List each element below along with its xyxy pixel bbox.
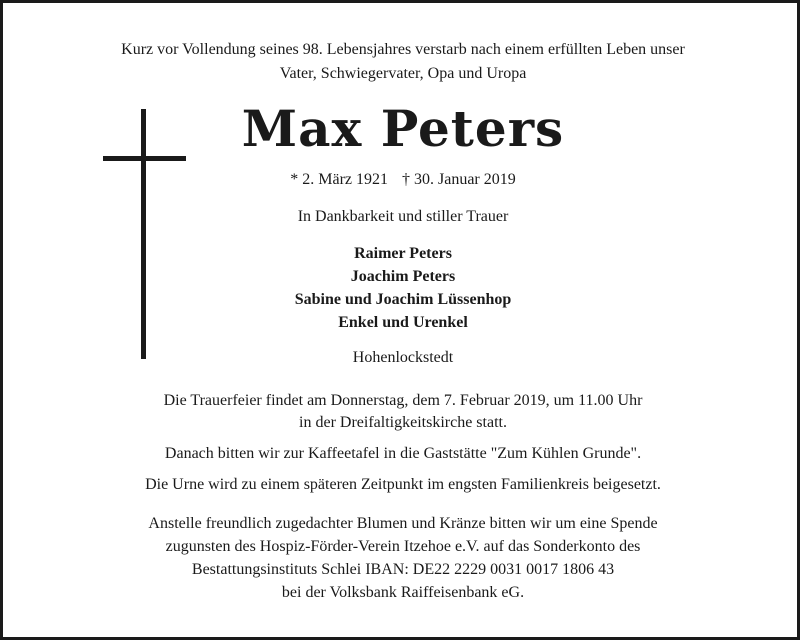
intro-line-1: Kurz vor Vollendung seines 98. Lebensjahres verstarb nach einem erfüllten Leben unser [121,41,685,58]
deceased-name: Max Peters [241,99,565,158]
donation-line-3: Bestattungsinstituts Schlei IBAN: DE22 2229 0031 0017 1806 43 [191,561,615,578]
funeral-line-2: in der Dreifaltigkeitskirche statt. [299,414,507,431]
mourner-1: Raimer Peters [354,245,452,262]
reception-line: Danach bitten wir zur Kaffeetafel in die Gaststätte "Zum Kühlen Grunde". [164,445,642,462]
intro-line-2: Vater, Schwiegervater, Opa und Uropa [279,65,527,82]
donation-line-1: Anstelle freundlich zugedachter Blumen und Kränze bitten wir um eine Spende [148,515,658,532]
mourner-4: Enkel und Urenkel [338,314,468,331]
funeral-line-1: Die Trauerfeier findet am Donnerstag, dem 7. Februar 2019, um 11.00 Uhr [163,392,643,409]
mourner-2: Joachim Peters [350,268,456,285]
urn-line: Die Urne wird zu einem späteren Zeitpunkt im engsten Familienkreis beigesetzt. [145,476,661,493]
mourner-3: Sabine und Joachim Lüssenhop [294,291,512,308]
location: Hohenlockstedt [352,349,454,366]
mourning-line: In Dankbarkeit und stiller Trauer [297,208,509,225]
donation-line-2: zugunsten des Hospiz-Förder-Verein Itzehoe e.V. auf das Sonderkonto des [165,538,641,555]
death-date: † 30. Januar 2019 [402,171,516,188]
life-dates [3,171,800,189]
birth-date: * 2. März 1921 [290,171,388,188]
donation-line-4: bei der Volksbank Raiffeisenbank eG. [281,584,525,601]
